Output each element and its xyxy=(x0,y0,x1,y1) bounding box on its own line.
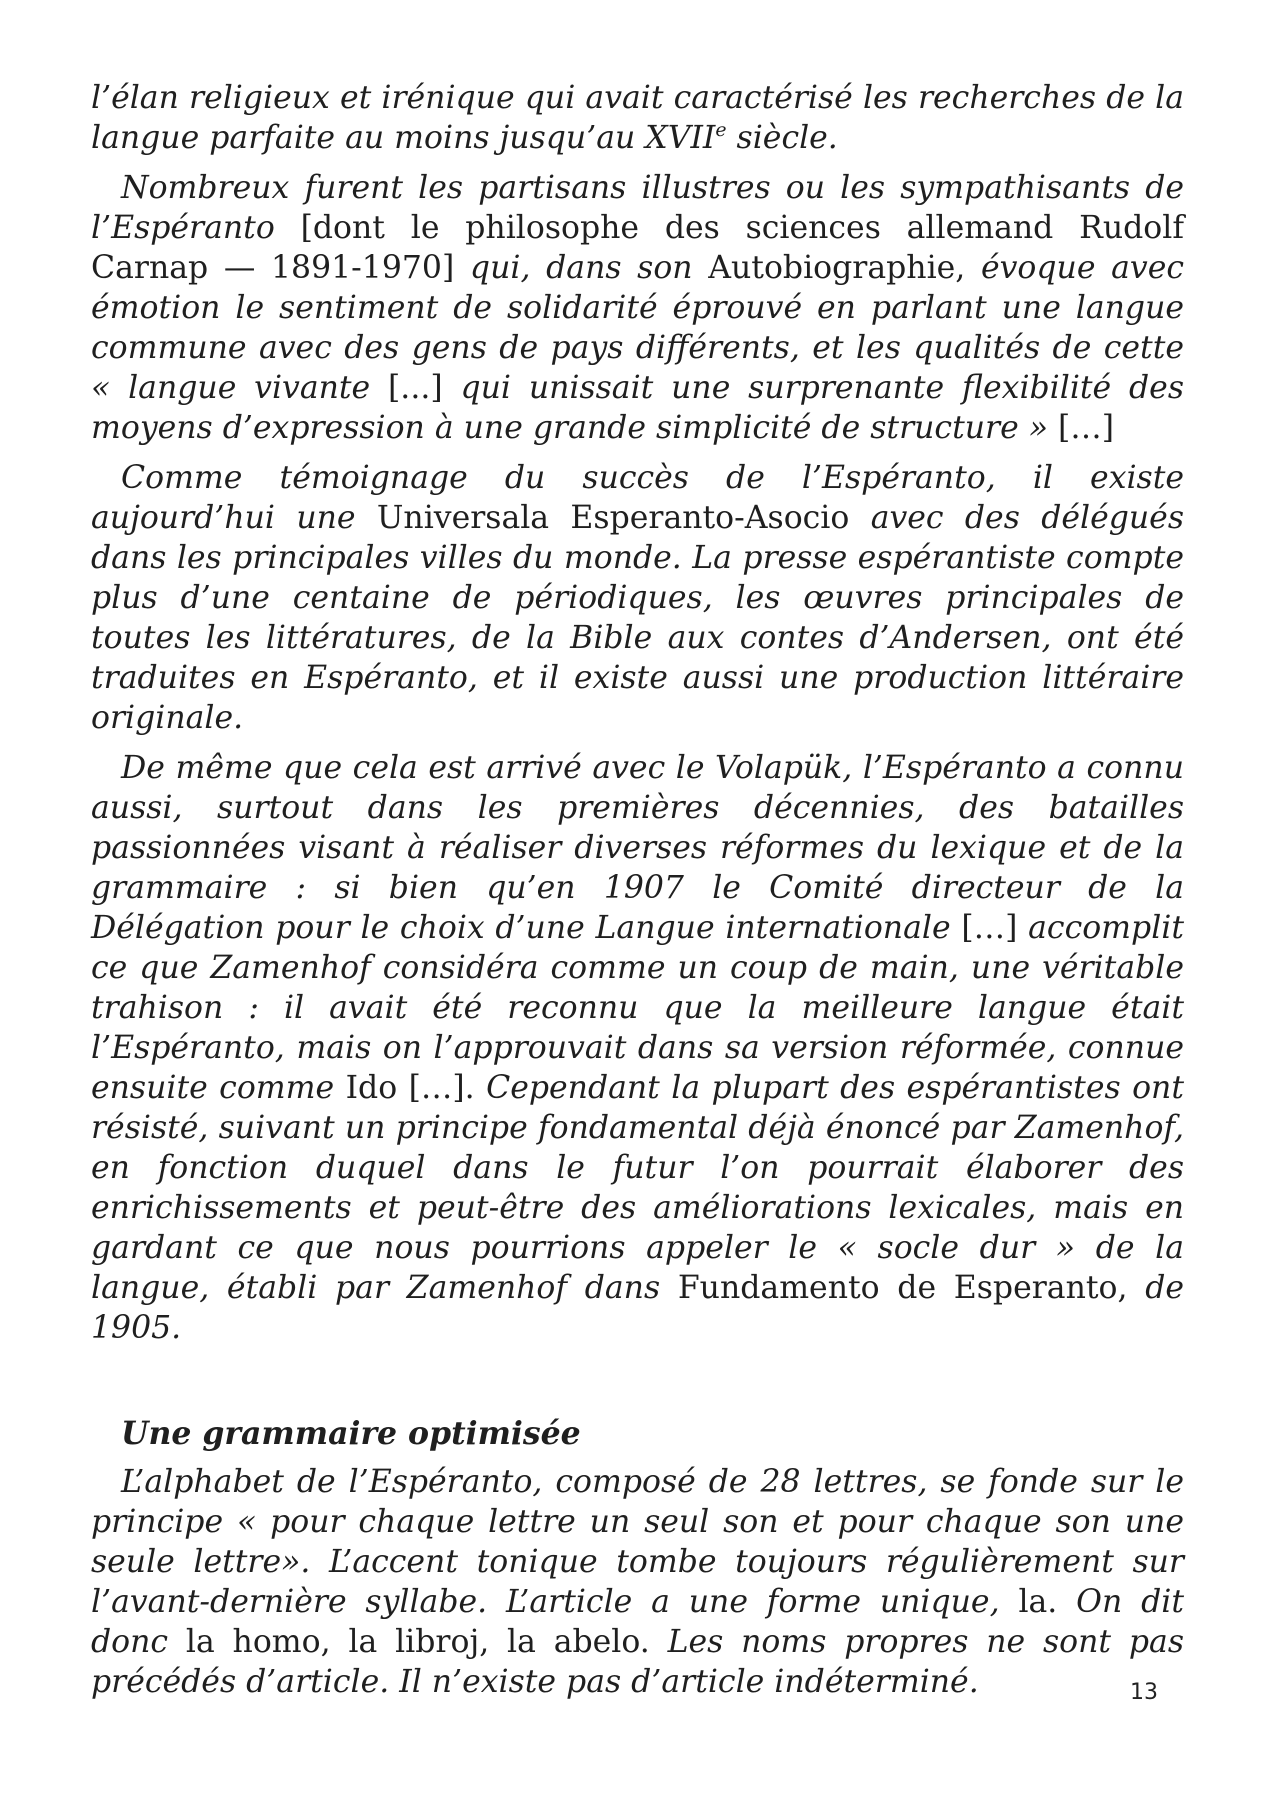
p2-text-e: évoque avec émotion le sentiment de solidarité éprouvé en parlant une langue commune avec des gens de pays différents, et les qualités de cette « langue vivante xyxy=(91,250,1184,406)
page-number: 13 xyxy=(1130,1680,1158,1705)
p5-text-d: la homo, la libroj, la abelo. xyxy=(185,1624,668,1660)
p5-text-b: la. xyxy=(1018,1584,1077,1620)
p4-text-e: Cependant la plupart des espérantistes ont résisté, suivant un principe fondamental déjà énoncé par Zamenhof, en fonction duquel dans le futur l’on pourrait élaborer des enrichissements et peut-être des améliorations lexicales, mais en gardant ce que nous pourrions appeler le « socle dur » de la langue, établi par Zamenhof dans xyxy=(91,1070,1184,1306)
p3-text-b: Universala Esperanto-Asocio xyxy=(376,500,871,536)
p5-text-a: L’alphabet de l’Espéranto, composé de 28 lettres, se fonde sur le principe « pour chaque lettre un seul son et pour chaque son une seule lettre». L’accent tonique tombe toujours régulièrement sur l’avant-dernière syllabe. L’article a une forme unique, xyxy=(91,1464,1184,1620)
p5-text-c: On dit donc xyxy=(91,1584,1185,1660)
p1-text: l’élan religieux et irénique qui avait caractérisé les recherches de la langue parfaite au moins jusqu’au XVII xyxy=(91,80,1184,156)
p2-text-d: Autobiographie, xyxy=(708,250,981,286)
p4-text-c: accomplit ce que Zamenhof considéra comme un coup de main, une véritable trahison : il avait été reconnu que la meilleure langue était l’Espéranto, mais on l’approuvait dans sa version réformée, connue ensuite comme xyxy=(91,910,1185,1106)
p2-text-h: […] xyxy=(1058,410,1115,446)
p4-text-g: de 1905. xyxy=(91,1270,1184,1346)
p2-text-g: qui unissait une surprenante flexibilité des moyens d’expression à une grande simplicité de structure » xyxy=(91,370,1184,446)
paragraph-3 xyxy=(91,458,1184,738)
paragraph-4 xyxy=(91,748,1184,1348)
p4-text-f: Fundamento de Esperanto, xyxy=(677,1270,1146,1306)
p3-text-a: Comme témoignage du succès de l’Espéranto, il existe aujourd’hui une xyxy=(91,460,1184,536)
paragraph-1 xyxy=(91,78,1184,158)
p4-text-b: […] xyxy=(961,910,1029,946)
paragraph-2 xyxy=(91,168,1184,448)
p3-text-c: avec des délégués dans les principales villes du monde. La presse espérantiste compte plus d’une centaine de périodiques, les œuvres principales de toutes les littératures, de la Bible aux contes d’Andersen, ont été traduites en Espéranto, et il existe aussi une production littéraire originale. xyxy=(91,500,1184,736)
p2-text-f: [...] xyxy=(388,370,461,406)
p2-text-c: qui, dans son xyxy=(469,250,709,286)
p2-text-b: [dont le philosophe des sciences allemand Rudolf Carnap — 1891-1970] xyxy=(91,210,1184,286)
p1-text-end: siècle. xyxy=(726,120,838,156)
p1-superscript: e xyxy=(715,118,727,141)
p4-text-d: Ido […]. xyxy=(345,1070,487,1106)
p2-text-a: Nombreux furent les partisans illustres ou les sympathisants de l’Espéranto xyxy=(91,170,1184,246)
paragraph-5 xyxy=(91,1462,1184,1702)
p4-text-a: De même que cela est arrivé avec le Volapük, l’Espéranto a connu aussi, surtout dans les premières décennies, des batailles passionnées visant à réaliser diverses réformes du lexique et de la grammaire : si bien qu’en 1907 le Comité directeur de la Délégation pour le choix d’une Langue internationale xyxy=(91,750,1184,946)
section-heading: Une grammaire optimisée xyxy=(121,1415,581,1452)
page-body xyxy=(91,78,1184,1712)
p5-text-e: Les noms propres ne sont pas précédés d’article. Il n’existe pas d’article indéterminé. xyxy=(91,1624,1184,1700)
